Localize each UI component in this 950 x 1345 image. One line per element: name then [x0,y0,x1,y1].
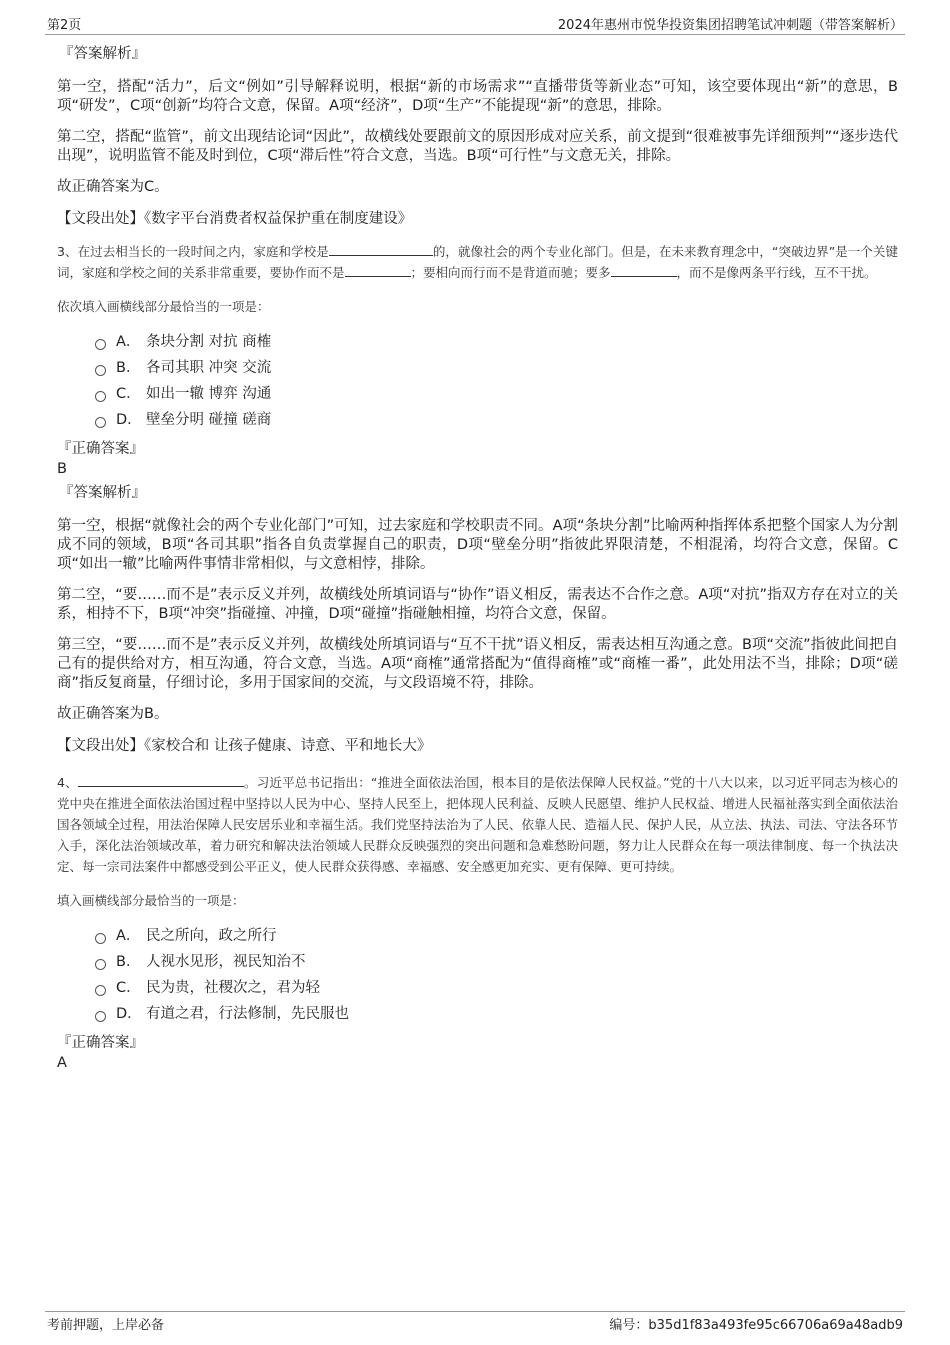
analysis-conclusion: 故正确答案为C。 [57,179,169,195]
fill-blank [329,243,433,256]
option-d[interactable]: D． 有道之君，行法修制，先民服也 [95,1001,898,1027]
footer-slogan: 考前押题，上岸必备 [47,1318,165,1333]
radio-button-icon[interactable] [95,1011,106,1022]
correct-answer: A [57,1055,67,1071]
page-content [57,44,898,1077]
document-id: 编号：b35d1f83a493fe95c66706a69a48adb9 [609,1318,903,1333]
question-3-options [95,329,898,433]
fill-blank [345,264,411,277]
radio-button-icon[interactable] [95,391,106,402]
option-a[interactable]: A． 民之所向，政之所行 [95,923,898,949]
question-4-options [95,923,898,1027]
page-header [45,14,905,35]
source-citation: 【文段出处】《家校合和 让孩子健康、诗意、平和地长大》 [57,738,432,754]
option-b[interactable]: B． 人视水见形，视民知治不 [95,949,898,975]
analysis-label: 『答案解析』 [59,485,146,501]
option-c[interactable]: C． 民为贵，社稷次之，君为轻 [95,975,898,1001]
analysis-label: 『答案解析』 [59,46,146,62]
option-c[interactable]: C． 如出一辙 博弈 沟通 [95,381,898,407]
radio-button-icon[interactable] [95,417,106,428]
option-b[interactable]: B． 各司其职 冲突 交流 [95,355,898,381]
radio-button-icon[interactable] [95,365,106,376]
document-title: 2024年惠州市悦华投资集团招聘笔试冲刺题（带答案解析） [557,18,903,33]
correct-answer-label: 『正确答案』 [57,1035,144,1051]
question-3-prompt: 依次填入画横线部分最恰当的一项是： [57,299,270,314]
fill-blank [611,264,677,277]
page-number: 第2页 [47,18,82,33]
option-a[interactable]: A． 条块分割 对抗 商榷 [95,329,898,355]
analysis-conclusion: 故正确答案为B。 [57,706,169,722]
source-citation: 【文段出处】《数字平台消费者权益保护重在制度建设》 [57,211,413,227]
analysis-paragraph: 第一空，搭配“活力”，后文“例如”引导解释说明，根据“新的市场需求”“直播带货等新业态”可知，该空要体现出“新”的意思，B项“研发”，C项“创新”均符合文意，保留。A项“经济”，D项“生产”不能提现“新”的意思，排除。 [57,79,898,114]
radio-button-icon[interactable] [95,985,106,996]
correct-answer-label: 『正确答案』 [57,441,144,457]
option-d[interactable]: D． 壁垒分明 碰撞 磋商 [95,407,898,433]
analysis-paragraph: 第一空，根据“就像社会的两个专业化部门”可知，过去家庭和学校职责不同。A项“条块分割”比喻两种指挥体系把整个国家人为分割成不同的领域，B项“各司其职”指各自负责掌握自己的职责，D项“壁垒分明”指彼此界限清楚，不相混淆，均符合文意，保留。C项“如出一辙”比喻两件事情非常相似，与文意相悖，排除。 [57,518,898,572]
question-4-prompt: 填入画横线部分最恰当的一项是： [57,893,245,908]
analysis-paragraph: 第二空，“要……而不是”表示反义并列，故横线处所填词语与“协作”语义相反，需表达不合作之意。A项“对抗”指双方存在对立的关系，相持不下，B项“冲突”指碰撞、冲撞，D项“碰撞”指碰触相撞，均符合文意，保留。 [57,587,898,622]
fill-blank [78,774,244,787]
radio-button-icon[interactable] [95,933,106,944]
page-footer [45,1311,905,1333]
correct-answer: B [57,461,67,477]
question-3-text: 3、在过去相当长的一段时间之内，家庭和学校是 的，就像社会的两个专业化部门。但是，在未来教育理念中，“突破边界”是一个关键词，家庭和学校之间的关系非常重要，要协作而不是 ；要相向而行而不是背道而驰；要多 ，而不是像两条平行线，互不干扰。 [57,244,898,280]
analysis-paragraph: 第二空，搭配“监管”，前文出现结论词“因此”，故横线处要跟前文的原因形成对应关系，前文提到“很难被事先详细预判”“逐步迭代出现”，说明监管不能及时到位，C项“滞后性”符合文意，当选。B项“可行性”与文意无关，排除。 [57,129,898,164]
analysis-paragraph: 第三空，“要……而不是”表示反义并列，故横线处所填词语与“互不干扰”语义相反，需表达相互沟通之意。B项“交流”指彼此间把自己有的提供给对方，相互沟通，符合文意，当选。A项“商榷”通常搭配为“值得商榷”或“商榷一番”，此处用法不当，排除；D项“磋商”指反复商量，仔细讨论，多用于国家间的交流，与文段语境不符，排除。 [57,637,898,691]
radio-button-icon[interactable] [95,959,106,970]
question-4-text: 4、 。习近平总书记指出：“推进全面依法治国，根本目的是依法保障人民权益。”党的十八大以来，以习近平同志为核心的党中央在推进全面依法治国过程中坚持以人民为中心、坚持人民至上，把体现人民利益、反映人民愿望、维护人民权益、增进人民福祉落实到全面依法治国各领域全过程，用法治保障人民安居乐业和幸福生活。我们党坚持法治为了人民、依靠人民、造福人民、保护人民，从立法、执法、司法、守法各环节入手，深化法治领域改革，着力研究和解决法治领域人民群众反映强烈的突出问题和急难愁盼问题，努力让人民群众在每一项法律制度、每一个执法决定、每一宗司法案件中都感受到公平正义，使人民群众获得感、幸福感、安全感更加充实、更有保障、更可持续。 [57,775,899,874]
radio-button-icon[interactable] [95,339,106,350]
